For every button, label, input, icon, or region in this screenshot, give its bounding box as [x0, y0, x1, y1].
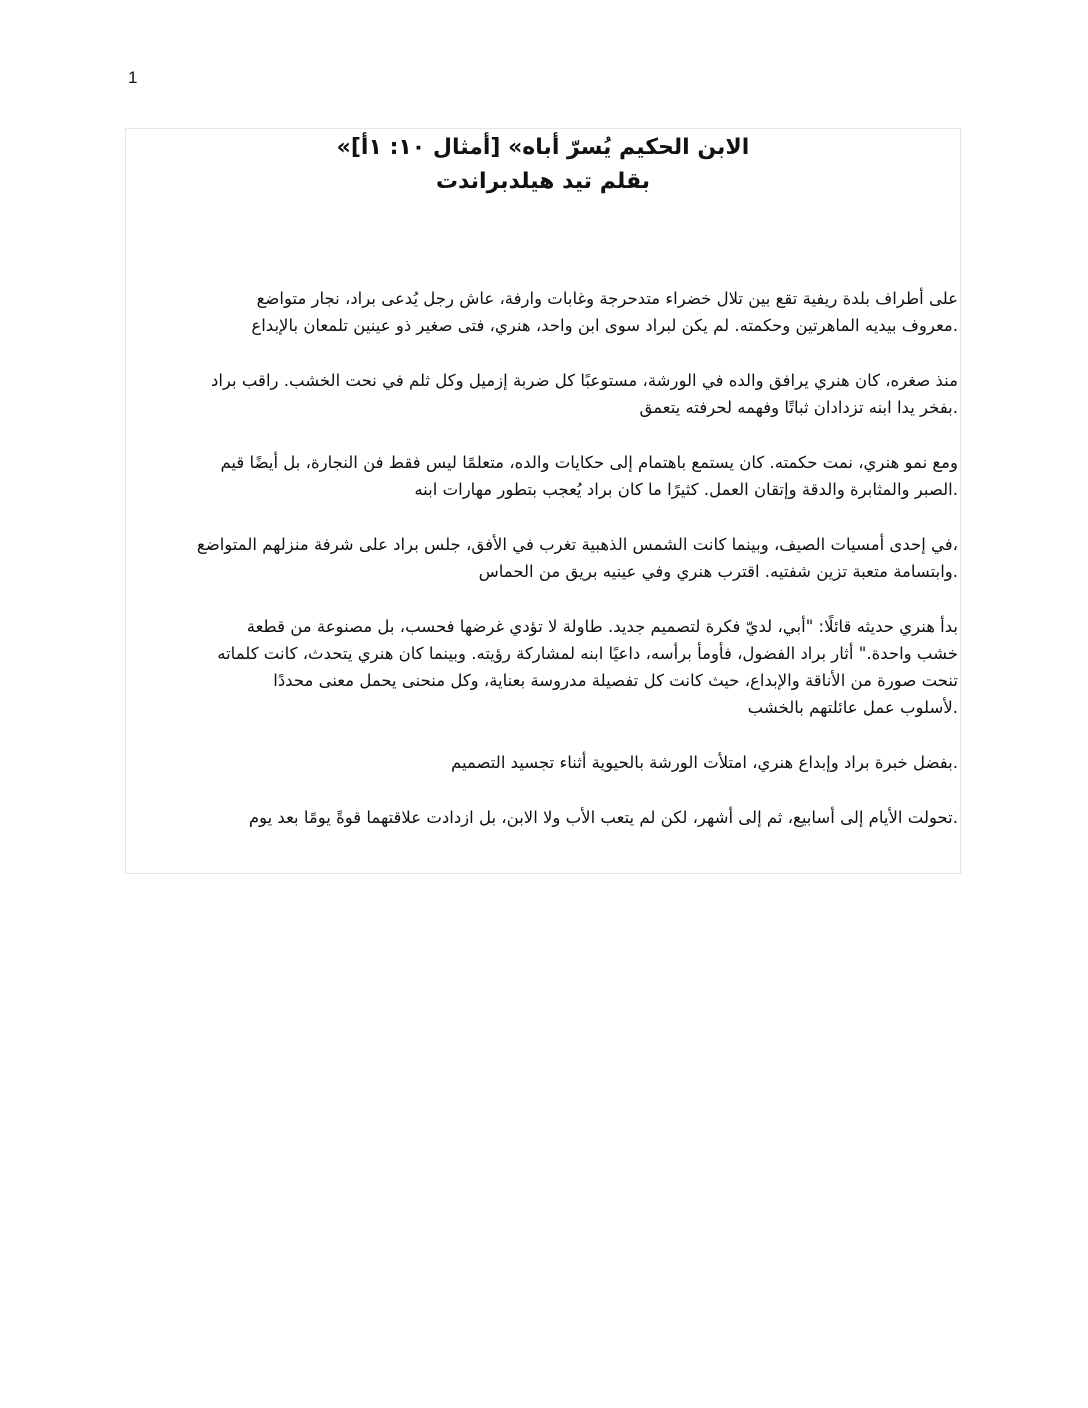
document-title: الابن الحكيم يُسرّ أباه» [أمثال ١٠: ١أ]» [336, 135, 750, 160]
text-line: .الصبر والمثابرة والدقة وإتقان العمل. كثيرًا ما كان براد يُعجب بتطور مهارات ابنه [414, 480, 958, 499]
text-line: .لأسلوب عمل عائلتهم بالخشب [747, 698, 958, 717]
text-line: .معروف بيديه الماهرتين وحكمته. لم يكن لبراد سوى ابن واحد، هنري، فتى صغير ذو عينين تلمعان بالإبداع [251, 316, 958, 335]
paragraph-4 [138, 531, 958, 585]
paragraph-6 [138, 749, 958, 776]
text-line: .بفخر يدا ابنه تزدادان ثباتًا وفهمه لحرفته يتعمق [639, 398, 958, 417]
text-line: تنحت صورة من الأناقة والإبداع، حيث كانت كل تفصيلة مدروسة بعناية، وكل منحنى يحمل معنى محددًا [273, 671, 958, 690]
text-line: خشب واحدة." أثار براد الفضول، فأومأ برأسه، داعيًا ابنه لمشاركة رؤيته. وبينما كان هنري يتحدث، كانت كلماته [217, 644, 958, 663]
paragraph-3 [138, 449, 958, 503]
text-line: .بفضل خبرة براد وإبداع هنري، امتلأت الورشة بالحيوية أثناء تجسيد التصميم [451, 753, 958, 772]
title-block [126, 131, 960, 199]
text-line: بدأ هنري حديثه قائلًا: "أبي، لديّ فكرة لتصميم جديد. طاولة لا تؤدي غرضها فحسب، بل مصنوعة من قطعة [246, 617, 958, 636]
paragraph-2 [138, 367, 958, 421]
paragraph-5 [138, 613, 958, 721]
text-line: على أطراف بلدة ريفية تقع بين تلال خضراء متدحرجة وغابات وارفة، عاش رجل يُدعى براد، نجار متواضع [256, 289, 958, 308]
document-body [125, 128, 961, 874]
text-line: ومع نمو هنري، نمت حكمته. كان يستمع باهتمام إلى حكايات والده، متعلمًا ليس فقط فن النجارة، بل أيضًا قيم [220, 453, 958, 472]
paragraph-1 [138, 285, 958, 339]
text-line: .وابتسامة متعبة تزين شفتيه. اقترب هنري وفي عينيه بريق من الحماس [478, 562, 958, 581]
author-byline: بقلم تيد هيلدبراندت [435, 169, 651, 194]
article-text [138, 285, 958, 859]
paragraph-7 [138, 804, 958, 831]
text-line: .تحولت الأيام إلى أسابيع، ثم إلى أشهر، لكن لم يتعب الأب ولا الابن، بل ازدادت علاقتهما قوةً يومًا بعد يوم [248, 808, 958, 827]
text-line: ،في إحدى أمسيات الصيف، وبينما كانت الشمس الذهبية تغرب في الأفق، جلس براد على شرفة منزلهم المتواضع [196, 535, 958, 554]
page-number: 1 [128, 68, 138, 87]
text-line: منذ صغره، كان هنري يرافق والده في الورشة، مستوعبًا كل ضربة إزميل وكل ثلم في نحت الخشب. راقب براد [210, 371, 958, 390]
